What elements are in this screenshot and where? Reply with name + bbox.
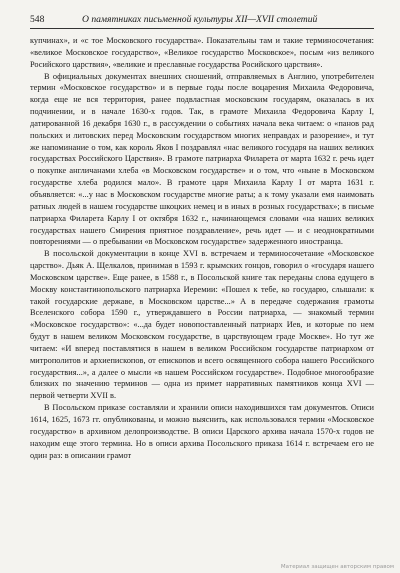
paragraph: В посольской документации в конце XVI в. встречаем и терминосочетание «Московское царство». Дьяк А. Щелкалов, принимая в 1593 г. крымских гонцов, говорил о «государя нашего Московском царстве». Еще ранее, в 1588 г., в Посольской книге так переданы слова едущего в Москву константинопольского патриарха Иеремии: «Пошел к тебе, ко государю, слышали: к такой государские державе, в Московском царстве...» А в передаче содержания грамоты Вселенского собора 1590 г., утверждавшего в России патриарха, — знакомый термин «Московское государство»: «...да будет новопоставленный патриарх Иев, и которые по нем будут в нашем великом Московском государстве, в царствующем граде Москве». Но тут же читаем: «И вперед поставлятися в нашем в великом Российском государстве патриархом от митрополитов и архиепископов, от епископов и всего освященного собора нашего Российского государствия...», а далее о мысли «в нашем Российском государстве». Подобное многообразие близких по значению терминов — одна из примет нарративных памятников конца XVI — первой четверти XVII в. [30,249,374,401]
page-header [30,12,374,29]
paragraph: В Посольском приказе составляли и хранили описи находившихся там документов. Описи 1614, 1625, 1673 гг. опубликованы, и можно выяснить, как использовался термин «Московское государство» в архивном делопроизводстве. В описи Царского архива начала 1570-х годов не находим еще этого термина. Но в описи архива Посольского приказа 1614 г. встречаем его не один раз: в описании грамот [30,403,374,460]
watermark: Материал защищен авторским правом [280,564,394,570]
paragraph: В официальных документах внешних сношений, отправляемых в Англию, употребителен термин «Московское государство» и в первые годы после воцарения Михаила Федоровича, когда еще не вся территория, ранее подвластная московским государям, оказалась в их подчинении, и в начале 1630-х годов. Так, в грамоте Михаила Федоровича Карлу I, датированной 16 декабря 1630 г., в рассуждении о событиях начала века читаем: о «панов рад польских и литовских перед Московским государством многих неправдах и разорение», и тут же напоминание о том, как король Яков I поздравлял «нас великого государя на наших великих государствах Российского Царствия». В грамоте патриарха Филарета от марта 1632 г. речь идет о покупке англичанами хлеба «в Московском государстве» и о том, что «ныне в Московском государстве хлеба родился мало». В грамоте царя Михаила Карлу I от марта 1631 г. объявляется: «...у нас в Московском государстве многие раты; а к тому указали емя наимовать ратных людей в нашем государстве шкоцких немец и в иных в розных государствах»; в письме патриарха Филарета Карлу I от октября 1632 г., начинающемся словами «на наших великих государствах нашего Смирения приятное поздравление», речь идет — и с неоднократными повторениями — о пребывании «в Московском государстве» задерженного иностранца. [30,71,374,247]
paragraph: купчинах», и «с тое Московского государства». Показательны там и такие терминосочетания: «великое Московское государство», «Великое государство Московское», посым «из великого Росийского царствия», «великие и преславные государства Росийского царствия». [30,36,374,69]
running-title: О памятниках письменной культуры XII—XVII столетий [82,14,318,25]
page-number: 548 [30,14,45,25]
page-body [30,35,374,461]
